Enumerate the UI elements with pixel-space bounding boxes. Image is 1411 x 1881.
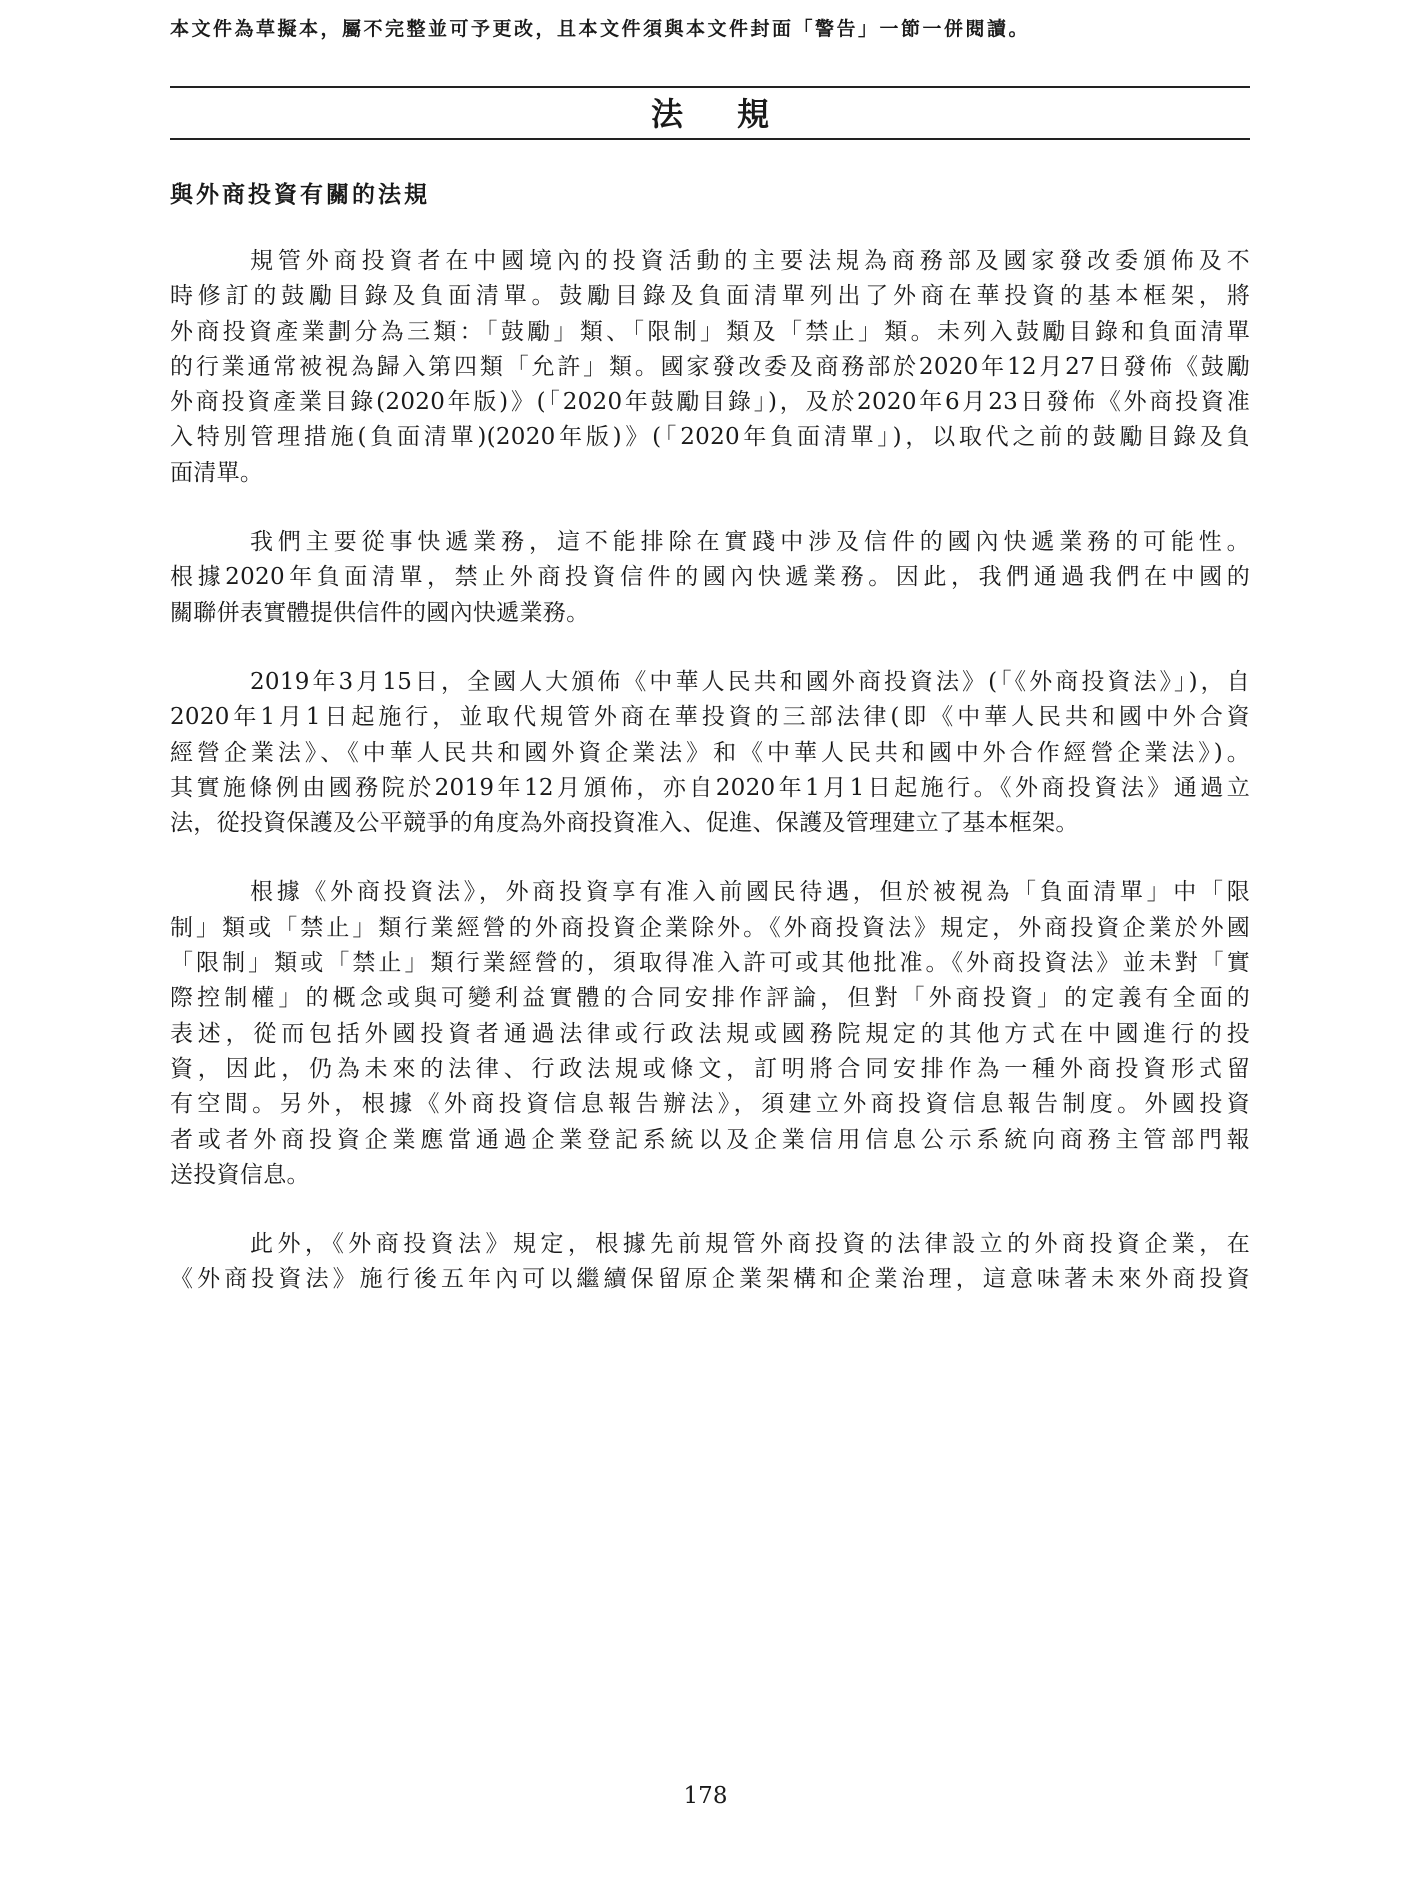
paragraph	[170, 1227, 1250, 1298]
text-line: 制」類或「禁止」類行業經營的外商投資企業除外。《外商投資法》規定，外商投資企業於外國	[170, 914, 1250, 941]
text-line: 入特別管理措施(負面清單)(2020年版)》(「2020年負面清單」)，以取代之前的鼓勵目錄及負	[170, 424, 1250, 451]
paragraph	[170, 875, 1250, 1193]
title-bottom-rule	[170, 138, 1250, 140]
text-line: 經營企業法》、《中華人民共和國外資企業法》和《中華人民共和國中外合作經營企業法》)。	[170, 739, 1250, 766]
text-line: 際控制權」的概念或與可變利益實體的合同安排作評論，但對「外商投資」的定義有全面的	[170, 985, 1250, 1012]
paragraph	[170, 525, 1250, 631]
text-line: 的行業通常被視為歸入第四類「允許」類。國家發改委及商務部於2020年12月27日發佈《鼓勵	[170, 353, 1250, 380]
text-line: 法，從投資保護及公平競爭的角度為外商投資准入、促進、保護及管理建立了基本框架。	[170, 810, 1079, 837]
text-line: 「限制」類或「禁止」類行業經營的，須取得准入許可或其他批准。《外商投資法》並未對「實	[170, 950, 1250, 977]
text-line: 規管外商投資者在中國境內的投資活動的主要法規為商務部及國家發改委頒佈及不	[250, 248, 1250, 274]
text-line: 2020年1月1日起施行，並取代規管外商在華投資的三部法律(即《中華人民共和國中外合資	[170, 704, 1250, 731]
paragraph	[170, 244, 1250, 491]
paragraph	[170, 665, 1250, 841]
text-line: 資，因此，仍為未來的法律、行政法規或條文，訂明將合同安排作為一種外商投資形式留	[170, 1055, 1250, 1082]
text-line: 根據2020年負面清單，禁止外商投資信件的國內快遞業務。因此，我們通過我們在中國的	[170, 564, 1250, 591]
text-line: 時修訂的鼓勵目錄及負面清單。鼓勵目錄及負面清單列出了外商在華投資的基本框架，將	[170, 283, 1250, 310]
body-text	[170, 244, 1250, 1332]
text-line: 面清單。	[170, 459, 264, 486]
page-title: 法規	[650, 95, 823, 133]
text-line: 此外，《外商投資法》規定，根據先前規管外商投資的法律設立的外商投資企業，在	[250, 1231, 1250, 1258]
text-line: 關聯併表實體提供信件的國內快遞業務。	[170, 599, 590, 626]
text-line: 我們主要從事快遞業務，這不能排除在實踐中涉及信件的國內快遞業務的可能性。	[250, 529, 1250, 556]
text-line: 《外商投資法》施行後五年內可以繼續保留原企業架構和企業治理，這意味著未來外商投資	[170, 1266, 1250, 1293]
text-line: 其實施條例由國務院於2019年12月頒佈，亦自2020年1月1日起施行。《外商投資法》通過立	[170, 774, 1250, 801]
page-number: 178	[683, 1783, 728, 1809]
text-line: 表述，從而包括外國投資者通過法律或行政法規或國務院規定的其他方式在中國進行的投	[170, 1020, 1250, 1047]
text-line: 根據《外商投資法》，外商投資享有准入前國民待遇，但於被視為「負面清單」中「限	[250, 879, 1250, 906]
section-heading: 與外商投資有關的法規	[170, 181, 430, 208]
title-top-rule	[170, 86, 1250, 88]
text-line: 送投資信息。	[170, 1161, 310, 1188]
text-line: 有空間。另外，根據《外商投資信息報告辦法》，須建立外商投資信息報告制度。外國投資	[170, 1091, 1250, 1118]
text-line: 2019年3月15日，全國人大頒佈《中華人民共和國外商投資法》(「《外商投資法》」)，自	[250, 668, 1250, 695]
draft-notice: 本文件為草擬本，屬不完整並可予更改，且本文件須與本文件封面「警告」一節一併閱讀。	[170, 18, 1031, 40]
text-line: 外商投資產業劃分為三類：「鼓勵」類、「限制」類及「禁止」類。未列入鼓勵目錄和負面清單	[170, 318, 1250, 345]
text-line: 者或者外商投資企業應當通過企業登記系統以及企業信用信息公示系統向商務主管部門報	[170, 1126, 1250, 1153]
text-line: 外商投資產業目錄(2020年版)》(「2020年鼓勵目錄」)，及於2020年6月23日發佈《外商投資准	[170, 389, 1250, 416]
